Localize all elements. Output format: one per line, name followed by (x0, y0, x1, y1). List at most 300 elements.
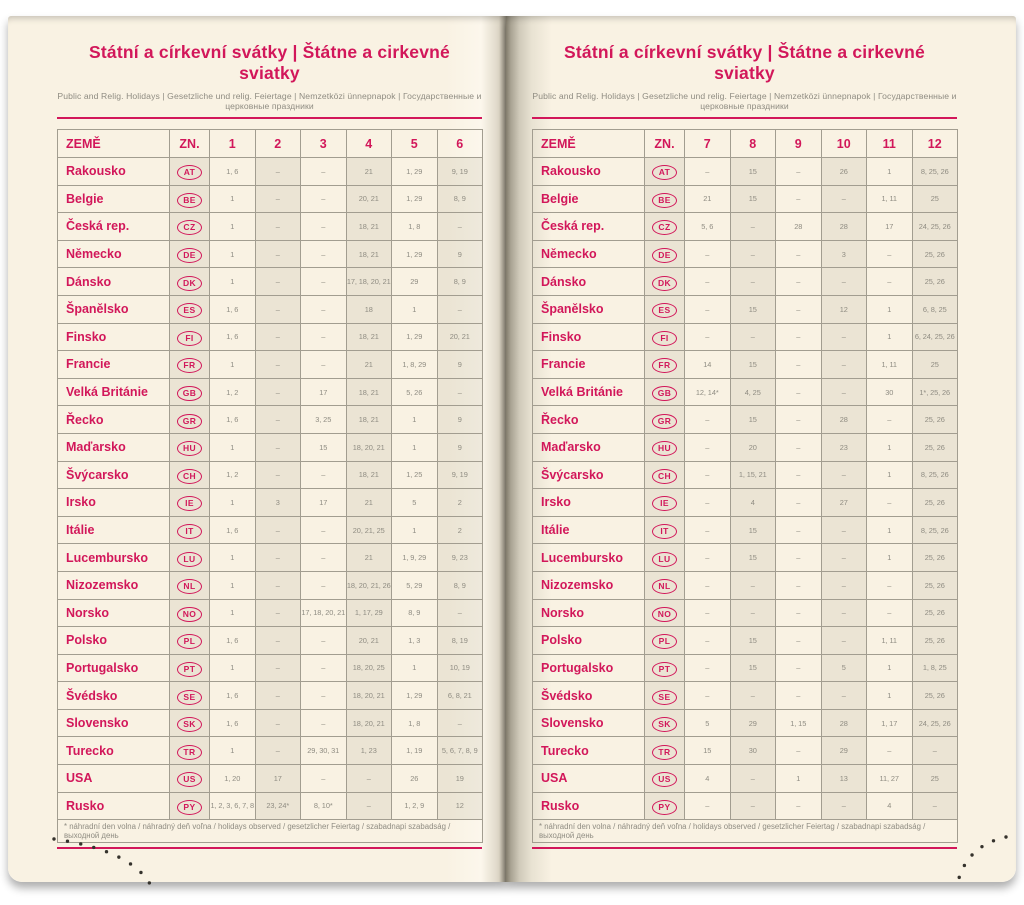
country-code-cell (645, 627, 685, 655)
country-name-cell: Dánsko (533, 268, 645, 296)
month-value-cell: – (255, 213, 301, 241)
table-row (533, 489, 958, 517)
month-value-cell: 1, 11 (867, 351, 913, 379)
country-code-cell (645, 433, 685, 461)
country-name-cell: Norsko (58, 599, 170, 627)
table-row (533, 544, 958, 572)
month-value-cell: 25 (912, 765, 958, 793)
country-name-cell: Itálie (58, 516, 170, 544)
column-header-month: 6 (437, 130, 483, 158)
country-code-badge: NO (652, 607, 678, 622)
month-value-cell: 15 (730, 158, 776, 186)
month-value-cell: – (301, 709, 347, 737)
month-value-cell: 1 (210, 599, 256, 627)
page-subtitle: Public and Relig. Holidays | Gesetzliche und relig. Feiertage | Nemzetközi ünnepnapok | Государственные и церковные праздники (57, 91, 482, 111)
month-value-cell: 25, 26 (912, 571, 958, 599)
month-value-cell: 9 (437, 433, 483, 461)
country-name-cell: Velká Británie (533, 378, 645, 406)
month-value-cell: 12 (821, 295, 867, 323)
month-value-cell: 5, 6, 7, 8, 9 (437, 737, 483, 765)
month-value-cell: – (685, 323, 731, 351)
month-value-cell: – (255, 571, 301, 599)
month-value-cell: – (301, 627, 347, 655)
table-row (533, 240, 958, 268)
month-value-cell: – (730, 240, 776, 268)
month-value-cell: – (776, 599, 822, 627)
month-value-cell: 25, 26 (912, 433, 958, 461)
country-code-cell (645, 185, 685, 213)
country-code-badge: IT (652, 524, 677, 539)
month-value-cell: – (685, 654, 731, 682)
month-value-cell: 29 (730, 709, 776, 737)
country-name-cell: Švédsko (533, 682, 645, 710)
diary-page-left (8, 16, 506, 882)
country-code-cell (645, 461, 685, 489)
month-value-cell: 30 (730, 737, 776, 765)
country-name-cell: Slovensko (533, 709, 645, 737)
country-code-cell (170, 627, 210, 655)
country-code-cell (170, 765, 210, 793)
month-value-cell: 1 (392, 406, 438, 434)
month-value-cell: 15 (730, 627, 776, 655)
country-name-cell: Turecko (533, 737, 645, 765)
country-code-badge: CH (177, 469, 202, 484)
month-value-cell: 26 (821, 158, 867, 186)
month-value-cell: 3, 25 (301, 406, 347, 434)
month-value-cell: 1, 17 (867, 709, 913, 737)
country-name-cell: Česká rep. (58, 213, 170, 241)
month-value-cell: – (776, 351, 822, 379)
month-value-cell: 1 (210, 351, 256, 379)
month-value-cell: 30 (867, 378, 913, 406)
month-value-cell: – (255, 295, 301, 323)
month-value-cell: 15 (301, 433, 347, 461)
country-name-cell: Polsko (533, 627, 645, 655)
footnote-row (533, 820, 958, 843)
column-header-month: 5 (392, 130, 438, 158)
country-code-cell (645, 378, 685, 406)
country-name-cell: Švédsko (58, 682, 170, 710)
month-value-cell: 17, 18, 20, 21 (346, 268, 392, 296)
month-value-cell: 28 (821, 213, 867, 241)
month-value-cell: 17 (255, 765, 301, 793)
month-value-cell: – (776, 185, 822, 213)
month-value-cell: 9 (437, 240, 483, 268)
month-value-cell: 15 (730, 351, 776, 379)
month-value-cell: – (346, 792, 392, 820)
month-value-cell: 25, 26 (912, 599, 958, 627)
month-value-cell: 1, 8, 25 (912, 654, 958, 682)
table-row (58, 765, 483, 793)
month-value-cell: 1 (210, 654, 256, 682)
diary-page-right (506, 16, 1016, 882)
month-value-cell: 25, 26 (912, 406, 958, 434)
country-code-cell (645, 737, 685, 765)
month-value-cell: 25, 26 (912, 489, 958, 517)
month-value-cell: – (437, 709, 483, 737)
month-value-cell: – (255, 351, 301, 379)
month-value-cell: 9, 19 (437, 158, 483, 186)
month-value-cell: 25, 26 (912, 240, 958, 268)
month-value-cell: – (255, 433, 301, 461)
month-value-cell: 4 (730, 489, 776, 517)
month-value-cell: 1*, 25, 26 (912, 378, 958, 406)
month-value-cell: – (346, 765, 392, 793)
month-value-cell: 21 (346, 489, 392, 517)
month-value-cell: 29 (821, 737, 867, 765)
month-value-cell: 1, 29 (392, 158, 438, 186)
country-name-cell: Velká Británie (58, 378, 170, 406)
country-name-cell: Rusko (58, 792, 170, 820)
country-code-badge: IE (652, 496, 677, 511)
country-code-badge: FR (177, 358, 202, 373)
column-header-month: 4 (346, 130, 392, 158)
month-value-cell: 8, 25, 26 (912, 158, 958, 186)
column-header-country: ZEMĚ (58, 130, 170, 158)
month-value-cell: 1 (867, 654, 913, 682)
country-name-cell: Švýcarsko (58, 461, 170, 489)
table-row (58, 571, 483, 599)
month-value-cell: 1 (392, 516, 438, 544)
table-row (58, 709, 483, 737)
column-header-month: 8 (730, 130, 776, 158)
country-name-cell: Finsko (58, 323, 170, 351)
country-code-cell (170, 378, 210, 406)
month-value-cell: – (776, 406, 822, 434)
month-value-cell: – (821, 571, 867, 599)
month-value-cell: – (867, 406, 913, 434)
month-value-cell: 6, 24, 25, 26 (912, 323, 958, 351)
country-name-cell: Řecko (58, 406, 170, 434)
country-name-cell: USA (58, 765, 170, 793)
month-value-cell: – (821, 682, 867, 710)
month-value-cell: – (255, 737, 301, 765)
month-value-cell: – (821, 544, 867, 572)
month-value-cell: 1, 15, 21 (730, 461, 776, 489)
month-value-cell: 25 (912, 351, 958, 379)
month-value-cell: – (685, 240, 731, 268)
month-value-cell: 12, 14* (685, 378, 731, 406)
month-value-cell: – (437, 599, 483, 627)
table-row (533, 654, 958, 682)
country-code-cell (645, 599, 685, 627)
country-name-cell: Turecko (58, 737, 170, 765)
month-value-cell: 23 (821, 433, 867, 461)
country-name-cell: Belgie (533, 185, 645, 213)
table-row (58, 351, 483, 379)
country-code-badge: FR (652, 358, 677, 373)
page-subtitle: Public and Relig. Holidays | Gesetzliche und relig. Feiertage | Nemzetközi ünnepnapok | Государственные и церковные праздники (532, 91, 957, 111)
country-code-cell (170, 351, 210, 379)
table-header-row (58, 130, 483, 158)
month-value-cell: 18, 21 (346, 213, 392, 241)
country-code-cell (170, 433, 210, 461)
month-value-cell: 1, 6 (210, 295, 256, 323)
country-code-badge: US (177, 772, 202, 787)
month-value-cell: 17 (867, 213, 913, 241)
month-value-cell: 2 (437, 489, 483, 517)
month-value-cell: 3 (821, 240, 867, 268)
month-value-cell: – (821, 792, 867, 820)
month-value-cell: – (730, 599, 776, 627)
column-header-month: 11 (867, 130, 913, 158)
country-code-cell (645, 682, 685, 710)
month-value-cell: – (437, 213, 483, 241)
table-row (58, 158, 483, 186)
country-name-cell: Portugalsko (58, 654, 170, 682)
country-code-badge: DK (652, 276, 677, 291)
country-code-cell (170, 599, 210, 627)
country-code-cell (170, 489, 210, 517)
country-code-badge: PY (177, 800, 202, 815)
month-value-cell: 15 (730, 544, 776, 572)
month-value-cell: 1 (867, 461, 913, 489)
column-header-month: 10 (821, 130, 867, 158)
month-value-cell: – (685, 461, 731, 489)
month-value-cell: 5 (392, 489, 438, 517)
month-value-cell: – (730, 571, 776, 599)
table-row (533, 378, 958, 406)
country-name-cell: Polsko (58, 627, 170, 655)
country-code-badge: CH (652, 469, 677, 484)
country-name-cell: Nizozemsko (58, 571, 170, 599)
month-value-cell: 1 (867, 158, 913, 186)
month-value-cell: 25 (912, 185, 958, 213)
country-code-badge: GB (652, 386, 678, 401)
month-value-cell: 14 (685, 351, 731, 379)
month-value-cell: 8, 9 (437, 268, 483, 296)
country-code-badge: HU (177, 441, 202, 456)
month-value-cell: – (776, 627, 822, 655)
table-header-row (533, 130, 958, 158)
month-value-cell: – (776, 737, 822, 765)
month-value-cell: – (255, 268, 301, 296)
month-value-cell: 1 (392, 433, 438, 461)
country-code-cell (645, 489, 685, 517)
country-name-cell: Řecko (533, 406, 645, 434)
month-value-cell: 1, 2 (210, 378, 256, 406)
month-value-cell: – (685, 268, 731, 296)
month-value-cell: 11, 27 (867, 765, 913, 793)
country-code-cell (645, 406, 685, 434)
table-row (58, 489, 483, 517)
month-value-cell: – (685, 158, 731, 186)
month-value-cell: 25, 26 (912, 682, 958, 710)
table-row (533, 516, 958, 544)
country-name-cell: Dánsko (58, 268, 170, 296)
country-name-cell: Španělsko (533, 295, 645, 323)
country-code-cell (170, 323, 210, 351)
month-value-cell: – (685, 433, 731, 461)
month-value-cell: 2 (437, 516, 483, 544)
month-value-cell: – (730, 765, 776, 793)
table-row (58, 185, 483, 213)
month-value-cell: – (776, 323, 822, 351)
month-value-cell: 1, 29 (392, 240, 438, 268)
month-value-cell: 13 (821, 765, 867, 793)
month-value-cell: 4 (867, 792, 913, 820)
month-value-cell: – (301, 268, 347, 296)
month-value-cell: 20 (730, 433, 776, 461)
month-value-cell: – (301, 654, 347, 682)
country-name-cell: Španělsko (58, 295, 170, 323)
country-name-cell: Rakousko (533, 158, 645, 186)
country-name-cell: Finsko (533, 323, 645, 351)
country-code-cell (170, 737, 210, 765)
month-value-cell: 15 (730, 185, 776, 213)
month-value-cell: – (685, 489, 731, 517)
month-value-cell: 1 (867, 516, 913, 544)
month-value-cell: – (301, 240, 347, 268)
country-code-cell (170, 158, 210, 186)
month-value-cell: 5 (685, 709, 731, 737)
country-code-badge: AT (177, 165, 202, 180)
month-value-cell: 1, 17, 29 (346, 599, 392, 627)
month-value-cell: – (255, 378, 301, 406)
month-value-cell: – (912, 737, 958, 765)
footnote: * náhradní den volna / náhradný deň voľna / holidays observed / gesetzlicher Feiertag / szabadnapi szabadság / выходной день (533, 820, 958, 843)
month-value-cell: 12 (437, 792, 483, 820)
country-code-badge: GR (652, 414, 678, 429)
month-value-cell: – (301, 295, 347, 323)
country-code-badge: PY (652, 800, 677, 815)
country-name-cell: Norsko (533, 599, 645, 627)
country-code-badge: SK (652, 717, 677, 732)
month-value-cell: – (685, 544, 731, 572)
month-value-cell: – (821, 351, 867, 379)
table-row (533, 268, 958, 296)
country-code-badge: LU (652, 552, 677, 567)
column-header-code: ZN. (645, 130, 685, 158)
country-name-cell: Lucembursko (58, 544, 170, 572)
month-value-cell: 26 (392, 765, 438, 793)
country-code-badge: CZ (177, 220, 202, 235)
country-code-badge: FI (652, 331, 677, 346)
month-value-cell: – (776, 682, 822, 710)
month-value-cell: – (255, 544, 301, 572)
country-code-badge: IT (177, 524, 202, 539)
month-value-cell: – (255, 627, 301, 655)
country-code-cell (170, 709, 210, 737)
month-value-cell: 18, 21 (346, 240, 392, 268)
month-value-cell: 4 (685, 765, 731, 793)
table-row (58, 654, 483, 682)
column-header-month: 3 (301, 130, 347, 158)
month-value-cell: – (255, 461, 301, 489)
month-value-cell: – (776, 544, 822, 572)
table-row (533, 737, 958, 765)
table-row (533, 433, 958, 461)
month-value-cell: – (821, 185, 867, 213)
country-name-cell: Irsko (533, 489, 645, 517)
column-header-month: 2 (255, 130, 301, 158)
page-title: Státní a církevní svátky | Štátne a cirkevné sviatky (564, 42, 925, 83)
month-value-cell: – (821, 461, 867, 489)
country-code-badge: SK (177, 717, 202, 732)
month-value-cell: – (867, 489, 913, 517)
month-value-cell: 5, 6 (685, 213, 731, 241)
month-value-cell: – (255, 709, 301, 737)
month-value-cell: – (685, 406, 731, 434)
month-value-cell: 5 (821, 654, 867, 682)
holidays-table-left (57, 129, 483, 843)
month-value-cell: 1, 3 (392, 627, 438, 655)
month-value-cell: – (867, 571, 913, 599)
month-value-cell: – (255, 323, 301, 351)
month-value-cell: – (776, 571, 822, 599)
country-code-cell (645, 709, 685, 737)
month-value-cell: 3 (255, 489, 301, 517)
title-rule (57, 117, 482, 119)
country-code-badge: GR (177, 414, 203, 429)
month-value-cell: – (776, 654, 822, 682)
month-value-cell: 1, 23 (346, 737, 392, 765)
month-value-cell: – (301, 571, 347, 599)
table-row (58, 323, 483, 351)
country-code-cell (645, 571, 685, 599)
month-value-cell: 15 (730, 295, 776, 323)
month-value-cell: 1 (210, 544, 256, 572)
country-name-cell: Francie (533, 351, 645, 379)
country-name-cell: Německo (533, 240, 645, 268)
month-value-cell: – (301, 682, 347, 710)
country-name-cell: Maďarsko (58, 433, 170, 461)
month-value-cell: 4, 25 (730, 378, 776, 406)
country-code-badge: DE (177, 248, 202, 263)
month-value-cell: 24, 25, 26 (912, 709, 958, 737)
month-value-cell: 1, 29 (392, 323, 438, 351)
month-value-cell: 27 (821, 489, 867, 517)
country-code-badge: NL (652, 579, 677, 594)
month-value-cell: 1, 6 (210, 516, 256, 544)
month-value-cell: 1, 11 (867, 627, 913, 655)
month-value-cell: – (685, 682, 731, 710)
country-name-cell: USA (533, 765, 645, 793)
month-value-cell: 8, 9 (437, 571, 483, 599)
month-value-cell: 18, 20, 21, 26 (346, 571, 392, 599)
month-value-cell: 19 (437, 765, 483, 793)
table-row (58, 599, 483, 627)
bottom-rule (532, 847, 957, 849)
month-value-cell: 1, 15 (776, 709, 822, 737)
month-value-cell: 17, 18, 20, 21 (301, 599, 347, 627)
month-value-cell: 1, 20 (210, 765, 256, 793)
month-value-cell: 15 (730, 406, 776, 434)
month-value-cell: 1 (867, 433, 913, 461)
month-value-cell: – (301, 765, 347, 793)
month-value-cell: – (867, 268, 913, 296)
month-value-cell: 1, 9, 29 (392, 544, 438, 572)
month-value-cell: 18, 21 (346, 378, 392, 406)
table-row (58, 682, 483, 710)
month-value-cell: – (730, 323, 776, 351)
month-value-cell: 9, 19 (437, 461, 483, 489)
table-row (533, 213, 958, 241)
country-name-cell: Rakousko (58, 158, 170, 186)
month-value-cell: 29 (392, 268, 438, 296)
month-value-cell: 17 (301, 378, 347, 406)
month-value-cell: – (685, 627, 731, 655)
country-code-badge: BE (652, 193, 677, 208)
month-value-cell: 5, 26 (392, 378, 438, 406)
month-value-cell: 1, 6 (210, 709, 256, 737)
table-row (533, 406, 958, 434)
month-value-cell: – (301, 323, 347, 351)
month-value-cell: – (821, 627, 867, 655)
month-value-cell: 15 (730, 516, 776, 544)
month-value-cell: – (255, 158, 301, 186)
month-value-cell: – (821, 323, 867, 351)
